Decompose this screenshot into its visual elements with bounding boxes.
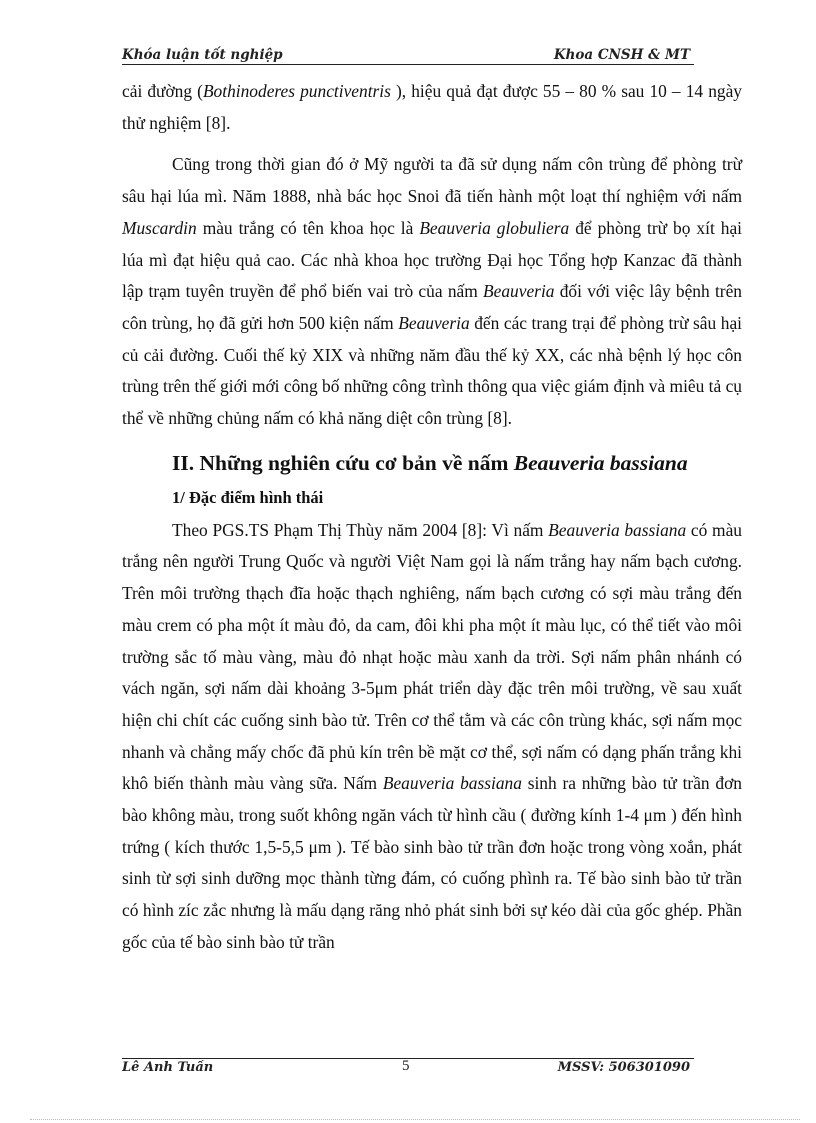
- species-name: Bothinoderes punctiventris: [202, 81, 391, 101]
- header-thesis-title: Khóa luận tốt nghiệp: [122, 47, 283, 63]
- paragraph-3: Theo PGS.TS Phạm Thị Thùy năm 2004 [8]: Vì nấm Beauveria bassiana có màu trắng nên người Trung Quốc và người Việt Nam gọi là nấm trắng hay nấm bạch cương. Trên môi trường thạch đĩa hoặc thạch nghiêng, nấm bạch cương có sợi màu trắng đến màu crem có pha một ít màu đỏ, da cam, đôi khi pha một ít màu lục, có thể tiết vào môi trường sắc tố màu vàng, màu đỏ nhạt hoặc màu xanh da trời. Sợi nấm phân nhánh có vách ngăn, sợi nấm dài khoảng 3-5μm phát triển dày đặc trên môi trường, về sau xuất hiện chi chít các cuống sinh bào tử. Trên cơ thể tằm và các côn trùng khác, sợi nấm mọc nhanh và chẳng mấy chốc đã phủ kín trên bề mặt cơ thể, sợi nấm có dạng phấn trắng khi khô biến thành màu vàng sữa. Nấm Beauveria bassiana sinh ra những bào tử trần đơn bào không màu, trong suốt không ngăn vách từ hình cầu ( đường kính 1-4 μm ) đến hình trứng ( kích thước 1,5-5,5 μm ). Tế bào sinh bào tử trần đơn hoặc trong vòng xoắn, phát sinh từ sợi sinh dưỡng mọc thành từng đám, có cuống phình ra. Tế bào sinh bào tử trần có hình zíc zắc nhưng là mấu dạng răng nhỏ phát sinh bởi sự kéo dài của gốc ghép. Phần gốc của tế bào sinh bào tử trần: [122, 519, 742, 952]
- footer-student-id: MSSV: 506301090: [557, 1060, 690, 1075]
- page-number: 5: [402, 1060, 410, 1074]
- species-name: Beauveria bassiana: [382, 773, 522, 794]
- page-edge-divider: [30, 1119, 800, 1120]
- paragraph-1: cải đường (Bothinoderes punctiventris ), hiệu quả đạt được 55 – 80 % sau 10 – 14 ngày thử nghiệm [8].: [122, 81, 742, 133]
- footer-rule: [122, 1058, 694, 1059]
- species-name: Muscardin: [122, 217, 197, 238]
- page-body: [122, 76, 742, 959]
- species-name: Beauveria: [483, 281, 555, 302]
- footer-author: Lê Anh Tuấn: [122, 1060, 214, 1075]
- species-name: Beauveria globuliera: [419, 217, 570, 238]
- subsection-heading: 1/ Đặc điểm hình thái: [172, 487, 324, 507]
- header-faculty: Khoa CNSH & MT: [553, 47, 690, 63]
- species-name: Beauveria bassiana: [548, 519, 687, 540]
- paragraph-2: Cũng trong thời gian đó ở Mỹ người ta đã sử dụng nấm côn trùng để phòng trừ sâu hại lúa mì. Năm 1888, nhà bác học Snoi đã tiến hành một loạt thí nghiệm với nấm Muscardin màu trắng có tên khoa học là Beauveria globuliera để phòng trừ bọ xít hại lúa mì đạt hiệu quả cao. Các nhà khoa học trường Đại học Tổng hợp Kanzac đã thành lập trạm tuyên truyền để phổ biến vai trò của nấm Beauveria đối với việc lây bệnh trên côn trùng, họ đã gửi hơn 500 kiện nấm Beauveria đến các trang trại để phòng trừ sâu hại củ cải đường. Cuối thế kỷ XIX và những năm đầu thế kỷ XX, các nhà bệnh lý học côn trùng trên thế giới mới công bố những công trình thông qua việc giám định và miêu tả cụ thể về những chủng nấm có khả năng diệt côn trùng [8].: [122, 154, 742, 429]
- species-name: Beauveria: [398, 312, 470, 333]
- page-header: [122, 46, 694, 65]
- page-footer: [122, 1060, 694, 1076]
- section-heading: II. Những nghiên cứu cơ bản về nấm Beauveria bassiana: [172, 450, 688, 475]
